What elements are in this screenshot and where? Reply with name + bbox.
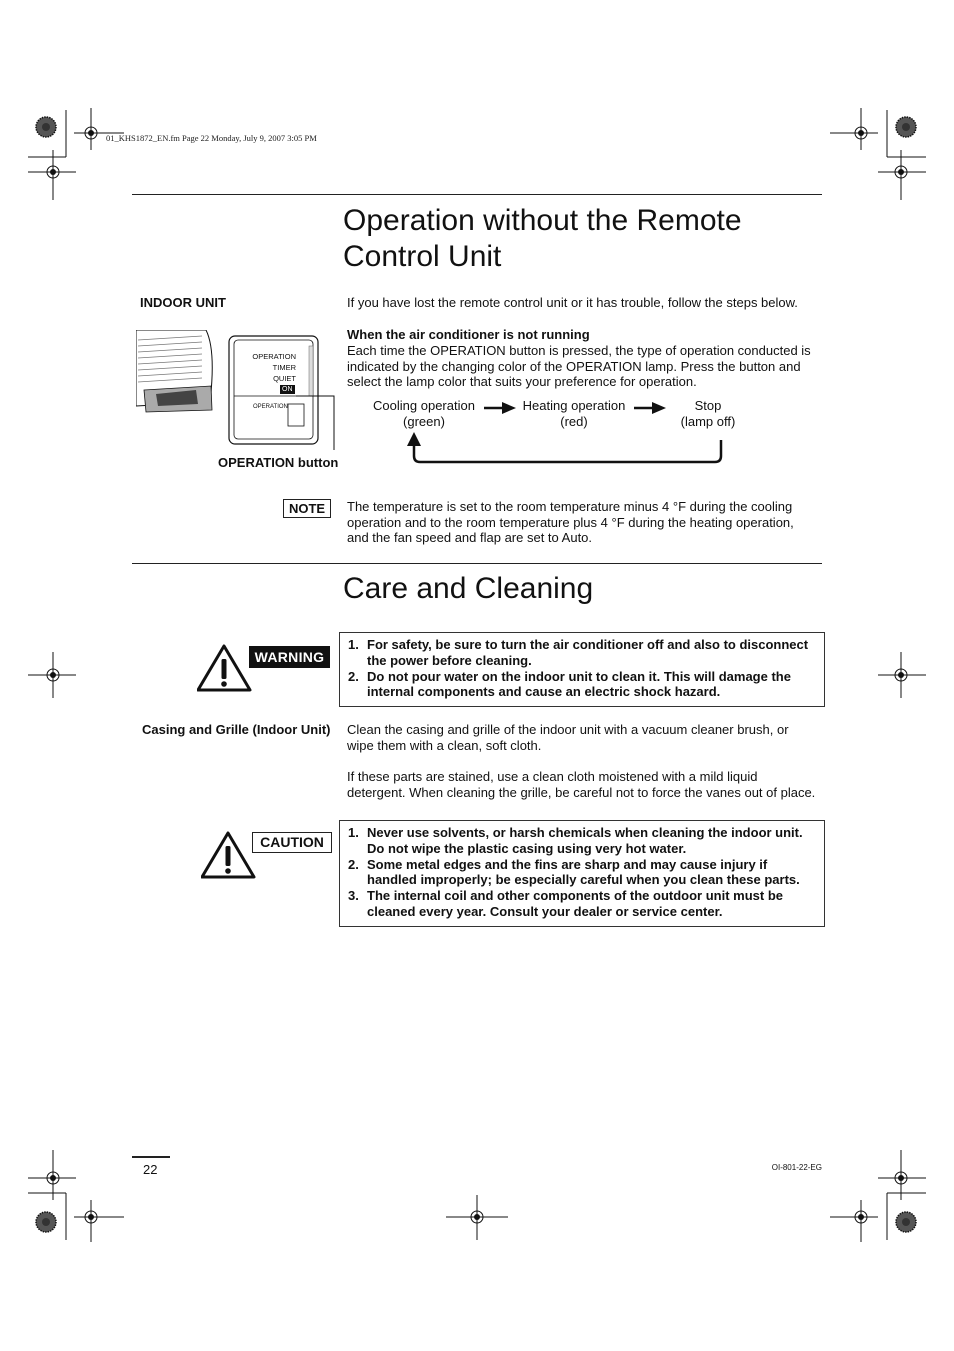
caution-label: CAUTION xyxy=(252,832,332,853)
operation-button-caption: OPERATION button xyxy=(218,455,339,470)
paragraph-line: wipe them with a clean, soft cloth. xyxy=(347,737,542,753)
flow-step-label: Cooling operation xyxy=(373,398,475,413)
indoor-unit-illustration xyxy=(136,330,351,450)
body-line: indicated by the changing color of the OPERATION lamp. Press the button and xyxy=(347,358,801,374)
operation-description xyxy=(347,343,822,390)
warning-list xyxy=(348,637,816,700)
item-line: the power before cleaning. xyxy=(367,652,532,668)
frame-metadata: 01_KHS1872_EN.fm Page 22 Monday, July 9, 2007 3:05 PM xyxy=(106,133,317,143)
flow-step-label: Heating operation xyxy=(522,398,626,413)
item-line: The internal coil and other components of the outdoor unit must be xyxy=(367,888,783,904)
section-divider-top xyxy=(132,194,822,195)
flow-step-color: (red) xyxy=(560,414,588,429)
note-line: and the fan speed and flap are set to Auto. xyxy=(347,530,593,545)
note-text xyxy=(347,499,822,546)
panel-label-timer: TIMER xyxy=(272,363,296,372)
item-number: 2. xyxy=(348,668,359,684)
item-line: Never use solvents, or harsh chemicals when cleaning the indoor unit. xyxy=(367,825,803,840)
warning-box xyxy=(339,632,825,707)
item-line: Do not wipe the plastic casing using very hot water. xyxy=(367,840,687,856)
warning-triangle-icon xyxy=(197,643,253,693)
section-title-operation xyxy=(343,203,742,275)
paragraph-line: If these parts are stained, use a clean cloth moistened with a mild liquid xyxy=(347,769,758,784)
flow-arrows xyxy=(400,400,760,470)
item-line: cleaned every year. Consult your dealer or service center. xyxy=(367,903,723,919)
flow-step-label: Stop xyxy=(694,398,722,413)
caution-box xyxy=(339,820,825,927)
item-number: 3. xyxy=(348,888,359,904)
item-line: internal components and cause an electric shock hazard. xyxy=(367,684,721,700)
note-line: The temperature is set to the room temperature minus 4 °F during the cooling xyxy=(347,499,793,514)
panel-operation-button-label: OPERATION xyxy=(253,404,288,410)
item-line: Some metal edges and the fins are sharp and may cause injury if xyxy=(367,856,768,872)
note-label: NOTE xyxy=(283,499,331,518)
warning-item xyxy=(348,669,816,701)
page-number: 22 xyxy=(143,1162,158,1177)
indoor-unit-label: INDOOR UNIT xyxy=(140,295,226,310)
title-line-2: Control Unit xyxy=(343,240,502,273)
paragraph-line: detergent. When cleaning the grille, be careful not to force the vanes out of place. xyxy=(347,784,816,800)
intro-text: If you have lost the remote control unit or it has trouble, follow the steps below. xyxy=(347,295,798,310)
warning-label: WARNING xyxy=(249,646,330,668)
panel-label-operation: OPERATION xyxy=(252,352,296,361)
caution-item xyxy=(348,825,816,857)
flow-step-color: (green) xyxy=(403,414,445,429)
item-line: handled improperly; be especially careful when you clean these parts. xyxy=(367,872,800,888)
body-line: select the lamp color that suits your preference for operation. xyxy=(347,374,697,389)
item-line: For safety, be sure to turn the air conditioner off and also to disconnect xyxy=(367,637,809,652)
paragraph-line: Clean the casing and grille of the indoor unit with a vacuum cleaner brush, or xyxy=(347,722,789,737)
page-number-rule xyxy=(132,1156,170,1158)
title-line-1: Operation without the Remote xyxy=(343,204,742,237)
caution-triangle-icon xyxy=(201,830,257,880)
sub-heading: When the air conditioner is not running xyxy=(347,327,590,342)
item-number: 1. xyxy=(348,637,359,652)
warning-item xyxy=(348,637,816,669)
caution-item xyxy=(348,888,816,920)
item-number: 1. xyxy=(348,825,359,840)
caution-item xyxy=(348,857,816,889)
body-line: Each time the OPERATION button is pressed, the type of operation conducted is xyxy=(347,343,811,358)
document-code: OI-801-22-EG xyxy=(771,1163,822,1172)
caution-list xyxy=(348,825,816,920)
casing-paragraph-1 xyxy=(347,722,822,753)
note-line: operation and to the room temperature plus 4 °F during the heating operation, xyxy=(347,514,794,530)
item-number: 2. xyxy=(348,856,359,872)
section-title-care: Care and Cleaning xyxy=(343,572,594,605)
panel-label-quiet: QUIET xyxy=(273,374,296,383)
casing-paragraph-2 xyxy=(347,769,822,800)
flow-step-color: (lamp off) xyxy=(680,414,736,429)
panel-label-on: ON xyxy=(282,386,293,393)
item-line: Do not pour water on the indoor unit to clean it. This will damage the xyxy=(367,668,791,684)
casing-grille-label: Casing and Grille (Indoor Unit) xyxy=(142,722,331,737)
section-divider-care xyxy=(132,563,822,564)
